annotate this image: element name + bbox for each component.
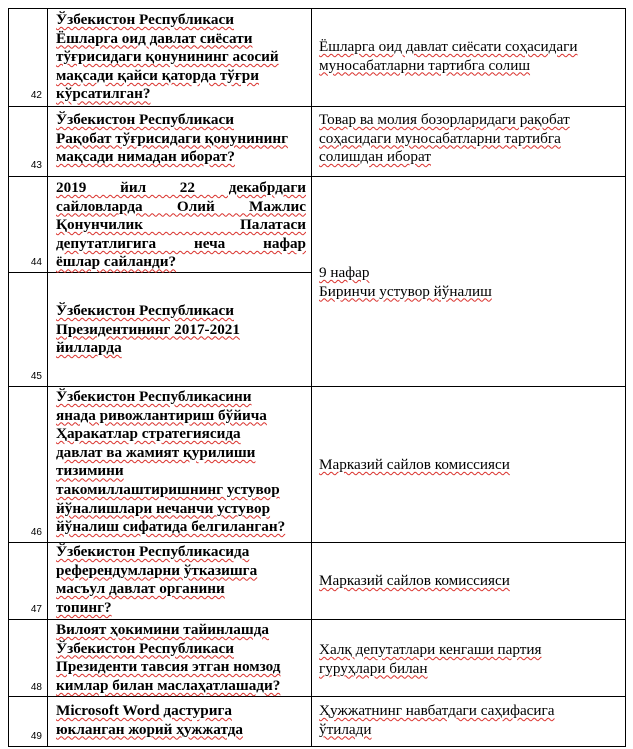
number-column-divider [47,8,48,747]
question-line: Вилоят ҳокимини тайинлашда [56,621,269,638]
answer-line: Ёшларга оид давлат сиёсати соҳасидаги [319,38,578,55]
row-number: 42 [30,90,42,101]
question-line: Ўзбекистон Республикасида [56,543,250,560]
question-text [56,543,306,617]
question-line: йилларда [56,339,122,357]
table-border-bottom [8,746,626,747]
answer-line: муносабатларни тартибга солиш [319,56,531,74]
answer-text [319,641,619,678]
question-line: Ҳаракатлар стратегиясида [56,425,241,443]
question-line: Рақобат тўғрисидаги қонунининг [56,129,288,147]
question-line: Президенти тавсия этган номзод [56,658,281,676]
question-line: давлат ва жамият қурилиши [56,443,256,461]
answer-text [319,38,619,75]
row-number: 47 [30,604,42,615]
question-line: Ўзбекистон Республикаси [56,302,235,319]
question-text [56,11,306,104]
row-number: 43 [30,160,42,171]
answer-line: соҳасидаги муносабатларни тартибга [319,129,561,147]
question-line: кўрсатилган? [56,85,151,103]
question-line: депутатлигига неча нафар [56,234,306,252]
answer-line: солишдан иборат [319,148,431,166]
answer-column-divider [311,8,312,747]
question-line: сайловларда Олий Мажлис [56,197,306,215]
row-number: 45 [30,371,42,382]
answer-line: Биринчи устувор йўналиш [319,282,492,300]
row-divider [8,272,311,273]
row-number: 46 [30,527,42,538]
row-divider [8,176,626,177]
question-line: тизимини [56,462,124,480]
row-divider [8,106,626,107]
row-divider [8,696,626,697]
answer-text [319,264,619,301]
table-border-left [8,8,9,747]
question-text [56,111,306,167]
question-line: юкланган жорий ҳужжатда [56,720,243,738]
question-line: ёшлар сайланди? [56,253,177,271]
answer-line: Халқ депутатлари кенгаши партия [319,641,542,658]
question-line: Президентининг 2017-2021 [56,320,240,338]
question-line: референдумларни ўтказишга [56,561,258,579]
answer-line: Марказий сайлов комиссияси [319,456,510,473]
row-divider [8,386,626,387]
question-line: йўналиш сифатида белгиланган? [56,518,286,536]
answer-text [319,456,619,475]
row-divider [8,619,626,620]
answer-line: ўтилади [319,720,372,738]
table-border-right [625,8,626,747]
question-line: тўғрисидаги қонунининг асосий [56,48,279,66]
question-line: Microsoft Word дастурига [56,702,232,719]
answer-line: Марказий сайлов комиссияси [319,572,510,589]
question-line: 2019 йил 22 декабрдаги [56,179,306,196]
question-line: мақсади қайси қаторда тўғри [56,66,259,84]
question-line: Ўзбекистон Республикаси [56,11,235,28]
answer-line: Товар ва молия бозорларидаги рақобат [319,111,570,128]
row-number: 48 [30,682,42,693]
answer-line: 9 нафар [319,264,370,281]
answer-line: Ҳужжатнинг навбатдаги саҳифасига [319,702,555,719]
row-number: 49 [30,731,42,742]
answer-text [319,111,619,167]
question-line: топинг? [56,598,112,616]
row-number: 44 [30,257,42,268]
question-line: Ўзбекистон Республикасини [56,388,252,405]
question-line: Ёшларга оид давлат сиёсати [56,29,253,47]
answer-text [319,702,619,739]
question-text [56,702,306,739]
table-border-top [8,8,626,9]
question-line: йўналишлари нечанчи устувор [56,499,271,517]
question-line: мақсади нимадан иборат? [56,148,235,166]
question-line: кимлар билан маслаҳатлашади? [56,676,281,694]
question-text [56,388,306,537]
question-line: Ўзбекистон Республикаси [56,639,235,657]
question-text [56,621,306,695]
question-line: такомиллаштиришнинг устувор [56,480,280,498]
answer-line: гуруҳлари билан [319,659,428,677]
question-line: Қонунчилик Палатаси [56,216,306,234]
answer-text [319,572,619,591]
question-line: масъул давлат органини [56,580,225,598]
question-line: янада ривожлантириш бўйича [56,406,267,424]
question-text [56,302,306,358]
question-text [56,179,306,272]
question-line: Ўзбекистон Республикаси [56,111,235,128]
